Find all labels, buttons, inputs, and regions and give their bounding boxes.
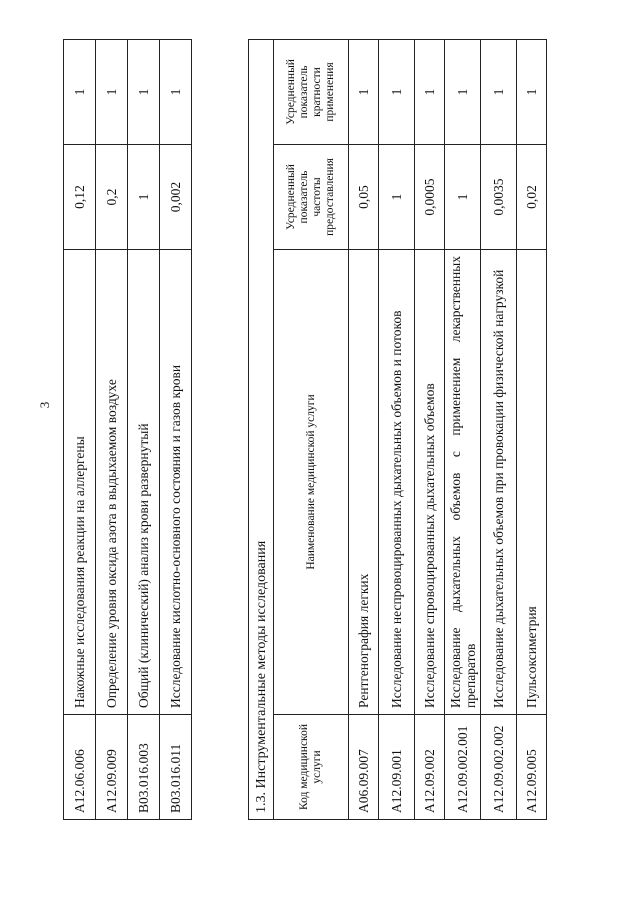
service-name-cell: Накожные исследования реакции на аллергены xyxy=(64,250,96,715)
multiplicity-cell: 1 xyxy=(64,40,96,145)
frequency-cell: 1 xyxy=(128,145,160,250)
multiplicity-cell: 1 xyxy=(517,39,547,144)
table-row xyxy=(517,39,547,819)
frequency-cell: 0,2 xyxy=(96,145,128,250)
table-row xyxy=(64,40,96,820)
table-row xyxy=(128,40,160,820)
service-name-cell: Исследование дыхательных объемов при провокации физической нагрузкой xyxy=(481,250,517,715)
frequency-cell: 1 xyxy=(445,145,481,250)
service-code-cell: A06.09.007 xyxy=(349,715,379,820)
lab-tests-table xyxy=(63,39,192,820)
frequency-cell: 0,0005 xyxy=(415,145,445,250)
service-code-cell: A12.06.006 xyxy=(64,715,96,820)
service-code-cell: B03.016.003 xyxy=(128,715,160,820)
service-name-cell: Общий (клинический) анализ крови развернутый xyxy=(128,250,160,715)
table-row xyxy=(349,39,379,819)
table-row xyxy=(379,39,415,819)
service-name-cell: Исследование неспровоцированных дыхательных объемов и потоков xyxy=(379,250,415,715)
service-name-cell: Определение уровня оксида азота в выдыхаемом воздухе xyxy=(96,250,128,715)
rotated-page-content xyxy=(37,30,539,820)
page-number: 3 xyxy=(37,401,52,409)
service-code-cell: A12.09.009 xyxy=(96,715,128,820)
table-row xyxy=(415,39,445,819)
service-code-cell: A12.09.002 xyxy=(415,715,445,820)
header-multiplicity: Усредненный показатель кратности применения xyxy=(274,39,349,144)
header-frequency: Усредненный показатель частоты предоставления xyxy=(274,145,349,250)
service-name-cell: Исследование кислотно-основного состояния и газов крови xyxy=(160,250,192,715)
multiplicity-cell: 1 xyxy=(349,39,379,144)
service-name-cell: Рентгенография легких xyxy=(349,250,379,715)
multiplicity-cell: 1 xyxy=(445,39,481,144)
table-row xyxy=(96,40,128,820)
service-code-cell: A12.09.001 xyxy=(379,715,415,820)
header-name: Наименование медицинской услуги xyxy=(274,250,349,715)
section-title: 1.3. Инструментальные методы исследования xyxy=(249,39,274,819)
frequency-cell: 0,02 xyxy=(517,145,547,250)
multiplicity-cell: 1 xyxy=(481,39,517,144)
service-code-cell: B03.016.011 xyxy=(160,715,192,820)
service-name-cell: Исследование дыхательных объемов с применением лекарственных препаратов xyxy=(445,250,481,715)
service-name-cell: Пульсоксиметрия xyxy=(517,250,547,715)
service-code-cell: A12.09.005 xyxy=(517,715,547,820)
frequency-cell: 0,002 xyxy=(160,145,192,250)
service-code-cell: A12.09.002.002 xyxy=(481,715,517,820)
multiplicity-cell: 1 xyxy=(415,39,445,144)
frequency-cell: 0,12 xyxy=(64,145,96,250)
header-code: Код медицинской услуги xyxy=(274,715,349,820)
service-name-cell: Исследование спровоцированных дыхательных объемов xyxy=(415,250,445,715)
frequency-cell: 1 xyxy=(379,145,415,250)
multiplicity-cell: 1 xyxy=(128,40,160,145)
multiplicity-cell: 1 xyxy=(96,40,128,145)
multiplicity-cell: 1 xyxy=(160,40,192,145)
table-row xyxy=(445,39,481,819)
service-code-cell: A12.09.002.001 xyxy=(445,715,481,820)
table-row xyxy=(481,39,517,819)
multiplicity-cell: 1 xyxy=(379,39,415,144)
table-row xyxy=(160,40,192,820)
frequency-cell: 0,0035 xyxy=(481,145,517,250)
frequency-cell: 0,05 xyxy=(349,145,379,250)
instrumental-methods-table xyxy=(248,39,547,820)
